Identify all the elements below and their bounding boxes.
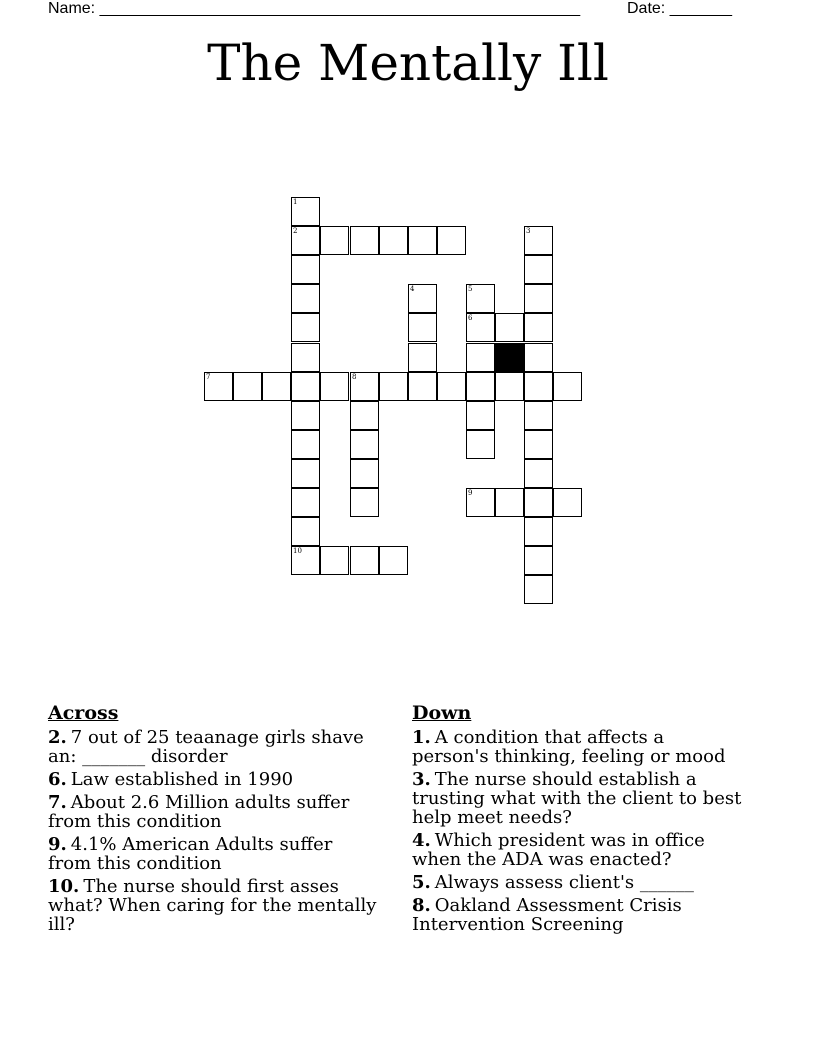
clue-text: Always assess client's ______ [434,872,694,893]
crossword-cell[interactable] [379,226,408,255]
cell-number: 8 [352,373,357,381]
crossword-cell[interactable] [320,226,349,255]
clue-number: 6. [48,769,67,790]
crossword-cell[interactable] [291,401,320,430]
crossword-cell[interactable] [466,284,495,313]
crossword-cell[interactable] [291,430,320,459]
cell-number: 9 [468,489,473,497]
crossword-cell[interactable] [233,372,262,401]
cell-number: 2 [293,227,298,235]
clue-down-3 [412,770,742,827]
crossword-cell[interactable] [291,459,320,488]
across-heading: Across [48,702,119,724]
crossword-cell[interactable] [524,284,553,313]
crossword-cell[interactable] [466,430,495,459]
cell-number: 5 [468,285,473,293]
crossword-cell[interactable] [408,343,437,372]
cell-number: 3 [526,227,531,235]
crossword-cell[interactable] [466,401,495,430]
clue-across-10 [48,877,378,934]
crossword-cell[interactable] [291,197,320,226]
crossword-cell[interactable] [524,372,553,401]
clue-down-5 [412,873,742,892]
crossword-cell[interactable] [524,546,553,575]
clue-text: About 2.6 Million adults suffer from this condition [48,792,350,832]
crossword-cell[interactable] [524,226,553,255]
crossword-cell[interactable] [466,372,495,401]
crossword-cell[interactable] [291,488,320,517]
crossword-cell[interactable] [350,401,379,430]
clue-number: 3. [412,769,431,790]
crossword-cell[interactable] [408,284,437,313]
clue-across-7 [48,793,378,831]
crossword-cell[interactable] [350,546,379,575]
clue-text: 4.1% American Adults suffer from this condition [48,834,333,874]
clue-text: The nurse should establish a trusting what with the client to best help meet needs? [412,769,742,828]
name-field-label[interactable]: Name: ______________________________________________________ [48,0,581,17]
crossword-cell[interactable] [350,459,379,488]
crossword-cell[interactable] [524,255,553,284]
crossword-black-cell [495,343,524,372]
clue-text: Oakland Assessment Crisis Intervention Screening [412,895,682,935]
crossword-cell[interactable] [495,372,524,401]
clue-number: 8. [412,895,431,916]
crossword-cell[interactable] [495,488,524,517]
across-clues [48,702,378,938]
clue-text: The nurse should first asses what? When caring for the mentally ill? [48,876,377,935]
crossword-cell[interactable] [408,226,437,255]
cell-number: 1 [293,198,298,206]
crossword-cell[interactable] [524,430,553,459]
crossword-cell[interactable] [291,517,320,546]
crossword-cell[interactable] [291,284,320,313]
crossword-cell[interactable] [350,430,379,459]
crossword-cell[interactable] [320,372,349,401]
clue-down-8 [412,896,742,934]
crossword-cell[interactable] [524,343,553,372]
clue-text: Which president was in office when the ADA was enacted? [412,830,705,870]
crossword-cell[interactable] [320,546,349,575]
clue-across-9 [48,835,378,873]
clue-text: A condition that affects a person's thinking, feeling or mood [412,727,726,767]
crossword-cell[interactable] [466,488,495,517]
down-heading: Down [412,702,472,724]
crossword-cell[interactable] [350,488,379,517]
clue-number: 4. [412,830,431,851]
clue-number: 2. [48,727,67,748]
crossword-cell[interactable] [408,313,437,342]
clue-down-4 [412,831,742,869]
crossword-cell[interactable] [466,313,495,342]
page-title: The Mentally Ill [207,34,609,92]
clue-text: Law established in 1990 [70,769,294,790]
crossword-cell[interactable] [466,343,495,372]
crossword-cell[interactable] [291,313,320,342]
crossword-cell[interactable] [524,575,553,604]
crossword-cell[interactable] [408,372,437,401]
crossword-cell[interactable] [524,517,553,546]
clue-number: 9. [48,834,67,855]
crossword-cell[interactable] [495,313,524,342]
crossword-cell[interactable] [437,372,466,401]
clue-down-1 [412,728,742,766]
crossword-cell[interactable] [553,488,582,517]
cell-number: 4 [410,285,415,293]
cell-number: 7 [206,373,211,381]
crossword-cell[interactable] [291,372,320,401]
crossword-cell[interactable] [524,313,553,342]
crossword-cell[interactable] [524,459,553,488]
crossword-cell[interactable] [553,372,582,401]
crossword-cell[interactable] [262,372,291,401]
crossword-cell[interactable] [379,372,408,401]
clue-across-2 [48,728,378,766]
crossword-cell[interactable] [524,488,553,517]
crossword-cell[interactable] [291,226,320,255]
crossword-cell[interactable] [291,255,320,284]
clue-number: 5. [412,872,431,893]
crossword-cell[interactable] [291,343,320,372]
clue-number: 10. [48,876,80,897]
date-field-label[interactable]: Date: _______ [627,0,732,17]
clue-number: 7. [48,792,67,813]
crossword-cell[interactable] [437,226,466,255]
crossword-cell[interactable] [524,401,553,430]
clue-text: 7 out of 25 teaanage girls shave an: _______ disorder [48,727,364,767]
crossword-cell[interactable] [291,546,320,575]
crossword-cell[interactable] [379,546,408,575]
crossword-cell[interactable] [350,226,379,255]
down-clues [412,702,742,938]
crossword-cell[interactable] [204,372,233,401]
clue-across-6 [48,770,378,789]
cell-number: 10 [293,547,302,555]
crossword-cell[interactable] [350,372,379,401]
cell-number: 6 [468,314,473,322]
clue-number: 1. [412,727,431,748]
